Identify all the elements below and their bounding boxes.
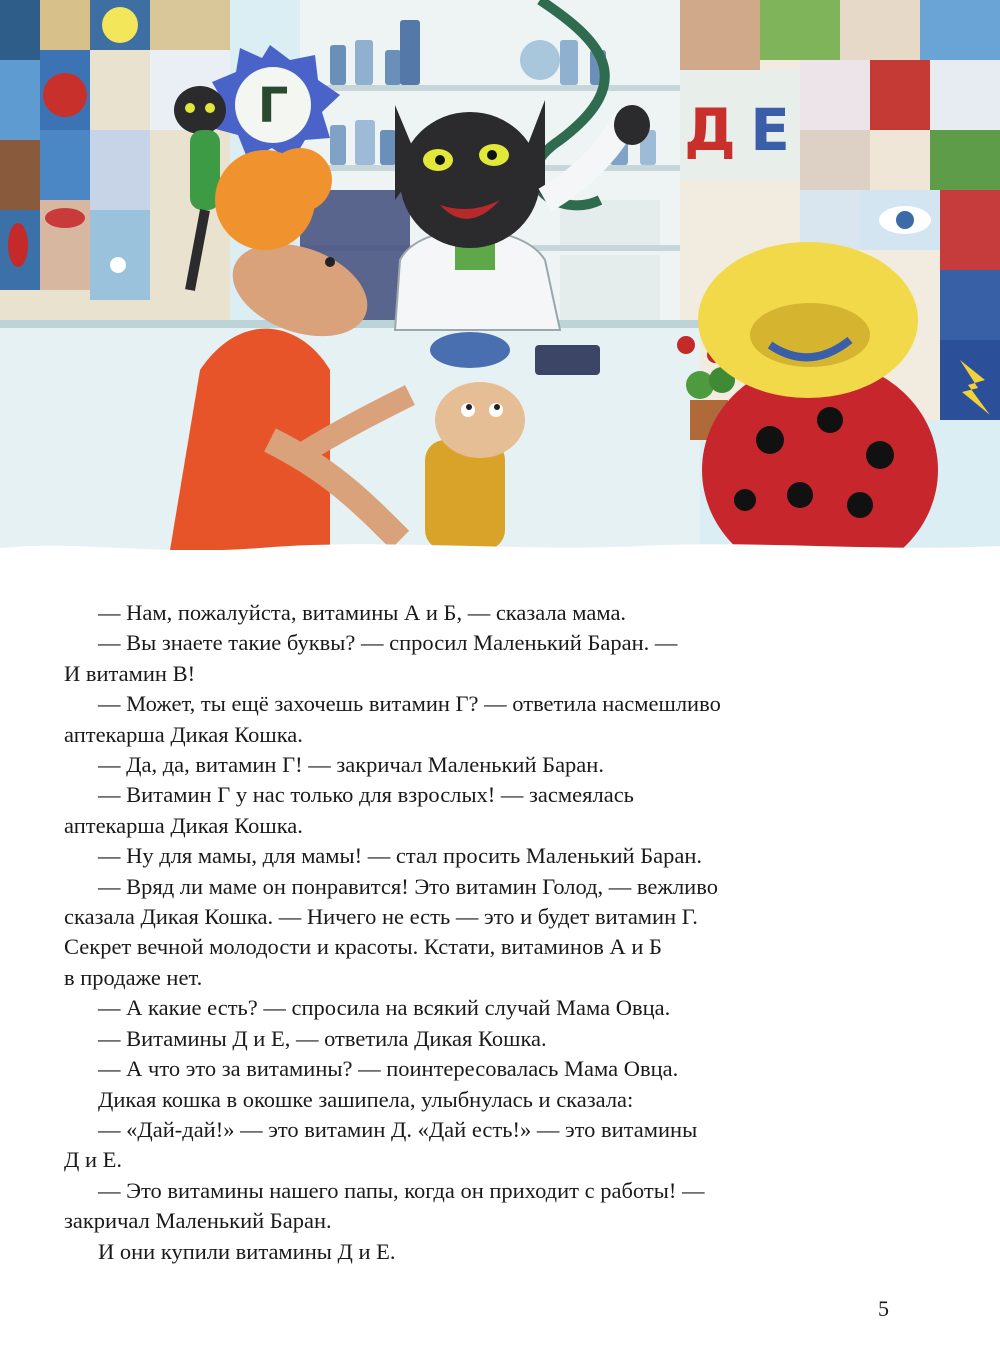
story-line: Д и Е. <box>64 1147 123 1173</box>
story-line: — «Дай-дай!» — это витамин Д. «Дай есть!» — это витамины <box>98 1116 698 1142</box>
ladybug-customer <box>698 242 938 570</box>
story-line: — Витамин Г у нас только для взрослых! — засмеялась <box>98 782 634 808</box>
story-line: И они купили витамины Д и Е. <box>98 1238 396 1264</box>
letter-g: Г <box>257 78 289 134</box>
story-line: Дикая кошка в окошке зашипела, улыбнулась и сказала: <box>98 1086 634 1112</box>
story-line: — Это витамины нашего папы, когда он приходит с работы! — <box>98 1177 705 1203</box>
letter-e: Е <box>750 96 790 164</box>
story-line: — Витамины Д и Е, — ответила Дикая Кошка. <box>98 1025 547 1051</box>
story-line: — Вряд ли маме он понравится! Это витамин Голод, — вежливо <box>98 873 718 899</box>
story-line: Секрет вечной молодости и красоты. Кстати, витаминов А и Б <box>64 934 662 960</box>
story-line: — Нам, пожалуйста, витамины А и Б, — сказала мама. <box>98 600 627 625</box>
pharmacy-illustration <box>0 0 1000 570</box>
story-line: в продаже нет. <box>64 964 203 990</box>
story-text <box>64 598 904 1267</box>
story-line: аптекарша Дикая Кошка. <box>64 721 303 747</box>
story-line: — Вы знаете такие буквы? — спросил Маленький Баран. — <box>98 630 678 656</box>
story-line: закричал Маленький Баран. <box>64 1208 332 1234</box>
story-line: — Ну для мамы, для мамы! — стал просить Маленький Баран. <box>98 843 703 869</box>
story-line: аптекарша Дикая Кошка. <box>64 812 303 838</box>
story-line: — Да, да, витамин Г! — закричал Маленький Баран. <box>98 752 604 778</box>
medicine-box <box>535 345 600 375</box>
letter-d: Д <box>684 96 736 164</box>
story-line: И витамин В! <box>64 660 196 686</box>
story-line: — Может, ты ещё захочешь витамин Г? — ответила насмешливо <box>98 691 721 717</box>
story-line: — А что это за витамины? — поинтересовалась Мама Овца. <box>98 1056 679 1082</box>
medicine-bowl <box>430 332 510 368</box>
page-number: 5 <box>878 1296 889 1321</box>
story-line: сказала Дикая Кошка. — Ничего не есть — это и будет витамин Г. <box>64 904 698 930</box>
story-line: — А какие есть? — спросила на всякий случай Мама Овца. <box>98 995 671 1021</box>
